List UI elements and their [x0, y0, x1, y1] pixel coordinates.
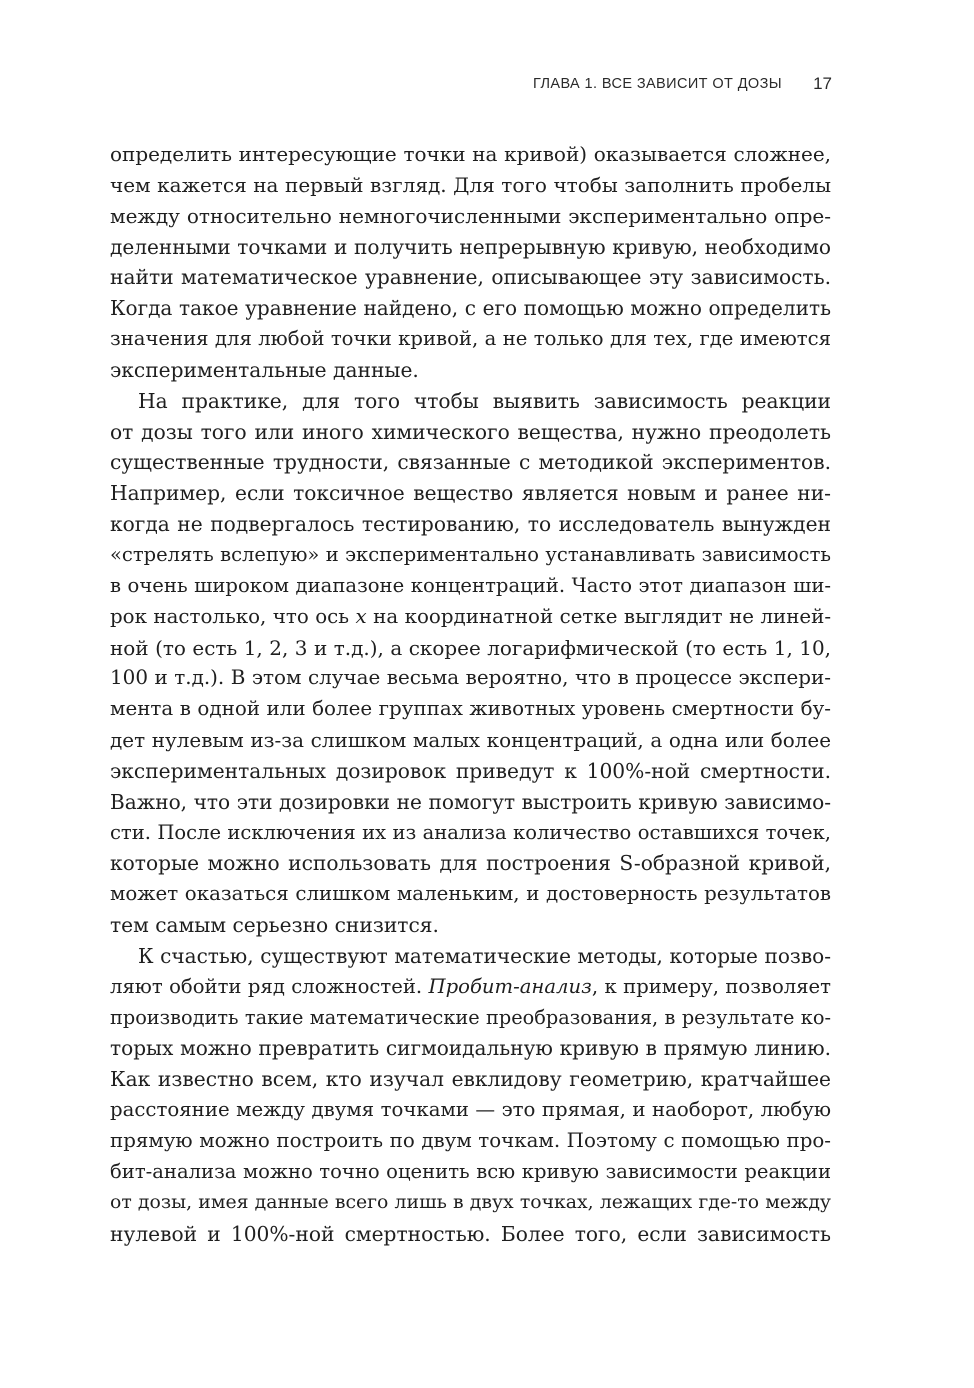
text-line: Например, если токсичное вещество является новым и ранее ни- [110, 481, 831, 506]
text-line: когда не подвергалось тестированию, то исследователь вынужден [110, 512, 831, 537]
text-line: торых можно превратить сигмоидальную кривую в прямую линию. [110, 1036, 831, 1061]
text-line: от дозы, имея данные всего лишь в двух точках, лежащих где-то между [110, 1191, 831, 1213]
text-line: «стрелять вслепую» и экспериментально устанавливать зависимость [110, 542, 831, 566]
text-line: нулевой и 100%-ной смертностью. Более того, если зависимость [110, 1221, 831, 1246]
text-line: ной (то есть 1, 2, 3 и т.д.), а скорее логарифмической (то есть 1, 10, [110, 635, 831, 660]
text-line: существенные трудности, связанные с методикой экспериментов. [110, 450, 831, 475]
text-line: определить интересующие точки на кривой) оказывается сложнее, [110, 142, 831, 166]
paragraph-3 [110, 941, 831, 1249]
text-line: мента в одной или более группах животных уровень смертности бу- [110, 697, 831, 721]
text-line: может оказаться слишком маленьким, и достоверность результатов [110, 882, 831, 906]
text-line: сти. После исключения их из анализа количество оставшихся точек, [110, 820, 831, 844]
text-line: бит-анализа можно точно оценить всю кривую зависимости реакции [110, 1159, 831, 1183]
text-line: прямую можно построить по двум точкам. Поэтому с помощью про- [110, 1129, 831, 1152]
text-line: Важно, что эти дозировки не помогут выстроить кривую зависимо- [110, 789, 831, 814]
text-line: от дозы того или иного химического вещества, нужно преодолеть [110, 419, 831, 444]
text-line: экспериментальные данные. [110, 357, 419, 382]
text-line: которые можно использовать для построения S-образной кривой, [110, 851, 831, 876]
text-line-with-term [110, 972, 831, 1003]
axis-variable: x [355, 604, 367, 628]
text-line-with-variable [110, 602, 831, 633]
text-line: тем самым серьезно снизится. [110, 913, 439, 938]
text-line: Когда такое уравнение найдено, с его помощью можно определить [110, 296, 831, 321]
text-line: 100 и т.д.). В этом случае весьма вероятно, что в процессе экспери- [110, 666, 831, 690]
text-segment: на координатной сетке выглядит не линей- [373, 604, 832, 628]
text-segment: рок настолько, что ось [110, 604, 350, 628]
text-line: между относительно немногочисленными экспериментально опре- [110, 203, 831, 228]
text-segment: ляют обойти ряд сложностей. [110, 974, 423, 998]
text-line: экспериментальных дозировок приведут к 100%-ной смертности. [110, 758, 831, 783]
text-line: Как известно всем, кто изучал евклидову геометрию, кратчайшее [110, 1067, 831, 1092]
text-line: деленными точками и получить непрерывную кривую, необходимо [110, 234, 831, 259]
text-line: К счастью, существуют математические методы, которые позво- [138, 943, 831, 968]
paragraph-2 [110, 386, 831, 941]
text-line: На практике, для того чтобы выявить зависимость реакции [138, 388, 831, 413]
text-line: производить такие математические преобразования, в результате ко- [110, 1005, 831, 1029]
text-line: дет нулевым из-за слишком малых концентраций, а одна или более [110, 728, 831, 753]
text-line: в очень широком диапазоне концентраций. Часто этот диапазон ши- [110, 573, 831, 597]
body-text [110, 139, 831, 1249]
page-number: 17 [813, 74, 832, 93]
chapter-title: ГЛАВА 1. ВСЕ ЗАВИСИТ ОТ ДОЗЫ [533, 76, 782, 92]
running-head [0, 76, 974, 98]
text-line: расстояние между двумя точками — это прямая, и наоборот, любую [110, 1098, 831, 1122]
text-line: значения для любой точки кривой, а не только для тех, где имеются [110, 327, 831, 351]
text-segment: , к примеру, позволяет [591, 974, 831, 998]
term-probit-analysis: Пробит-анализ [428, 974, 592, 998]
text-line: чем кажется на первый взгляд. Для того чтобы заполнить пробелы [110, 172, 831, 197]
paragraph-1 [110, 139, 831, 386]
text-line: найти математическое уравнение, описывающее эту зависимость. [110, 265, 831, 290]
